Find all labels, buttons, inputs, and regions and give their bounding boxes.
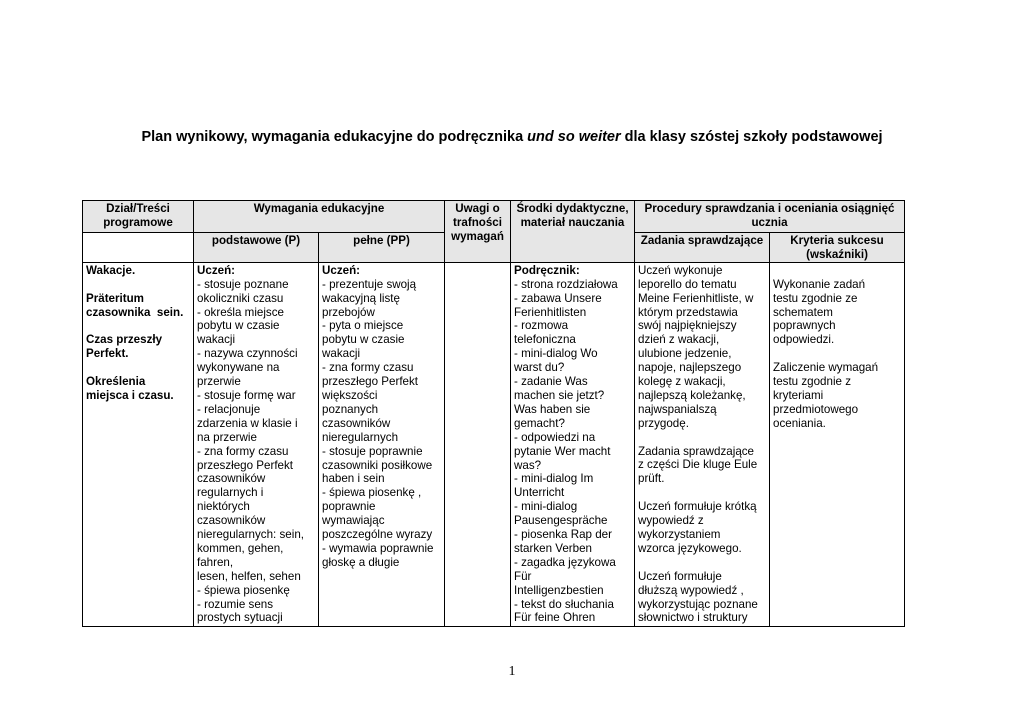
- col3-line: wymawiając: [322, 514, 385, 528]
- col3-line: poszczególne wyrazy: [322, 528, 433, 542]
- col5-line: - rozmowa: [514, 319, 569, 333]
- col5-line: Für: [514, 569, 532, 583]
- col1-line: Czas przeszły: [86, 333, 163, 347]
- col5-line: Unterricht: [514, 486, 565, 500]
- col6-line: swój najpiękniejszy: [638, 319, 737, 333]
- cell-pelne: [319, 262, 445, 626]
- col6-line: dzień z wakacji,: [638, 333, 720, 347]
- header-zadania: Zadania sprawdzające: [635, 233, 770, 263]
- col5-line: - tekst do słuchania: [514, 597, 614, 611]
- col6-line: leporello do tematu: [638, 277, 737, 291]
- col2-line: czasowników: [197, 472, 266, 486]
- col3-line: haben i sein: [322, 472, 385, 486]
- col2-line: prostych sytuacji: [197, 611, 283, 625]
- col5-line: Was haben sie: [514, 402, 591, 416]
- col2-line: - nazywa czynności: [197, 347, 298, 361]
- col7-line: testu zgodnie z: [773, 375, 851, 389]
- col6-line: wzorca językowego.: [638, 541, 742, 555]
- col3-line: - stosuje poprawnie: [322, 444, 423, 458]
- col6-line: słownictwo i struktury: [638, 611, 748, 625]
- col6-line: Uczeń wykonuje: [638, 263, 723, 277]
- col5-line: - zabawa Unsere: [514, 291, 602, 305]
- col2-line: fahren,: [197, 555, 234, 569]
- col5-line: Für feine Ohren: [514, 611, 596, 625]
- col3-line: - pyta o miejsce: [322, 319, 404, 333]
- col3-line: wakacji: [322, 347, 361, 361]
- col5-line: - mini-dialog: [514, 500, 578, 514]
- col6-line: [638, 486, 766, 500]
- col2-line: przerwie: [197, 375, 241, 389]
- col2-line: niektórych: [197, 500, 250, 514]
- cell-uwagi: [445, 262, 511, 626]
- col1-line: Perfekt.: [86, 347, 129, 361]
- col3-line: nieregularnych: [322, 430, 399, 444]
- col3-line: - zna formy czasu: [322, 361, 414, 375]
- col2-line: - stosuje poznane: [197, 277, 289, 291]
- cell-dzial: [83, 262, 194, 626]
- col3-line: przebojów: [322, 305, 375, 319]
- col3-line: - prezentuje swoją: [322, 277, 417, 291]
- cell-srodki: [511, 262, 635, 626]
- col6-line: z części Die kluge Eule: [638, 458, 758, 472]
- col5-line: pytanie Wer macht: [514, 444, 611, 458]
- col7-line: Wykonanie zadań: [773, 277, 866, 291]
- col2-line: zdarzenia w klasie i: [197, 416, 298, 430]
- col5-line: Intelligenzbestien: [514, 583, 604, 597]
- col2-line: nieregularnych: sein,: [197, 528, 304, 542]
- header-kryteria: Kryteria sukcesu (wskaźniki): [770, 233, 905, 263]
- col2-line: - określa miejsce: [197, 305, 284, 319]
- col5-line: warst du?: [514, 361, 565, 375]
- col5-line: - zadanie Was: [514, 375, 588, 389]
- col3-line: poprawnie: [322, 500, 376, 514]
- document-title: [0, 129, 1024, 145]
- col5-line: telefoniczna: [514, 333, 576, 347]
- page-number: 1: [508, 664, 516, 679]
- col6-line: przygodę.: [638, 416, 689, 430]
- col6-line: napoje, najlepszego: [638, 361, 742, 375]
- col5-line: Ferienhitlisten: [514, 305, 587, 319]
- col6-line: najlepszą koleżankę,: [638, 388, 746, 402]
- col5-line: gemacht?: [514, 416, 565, 430]
- col2-line: - śpiewa piosenkę: [197, 583, 290, 597]
- col7-line: schematem: [773, 305, 833, 319]
- col5-line: Podręcznik:: [514, 263, 580, 277]
- col6-line: Uczeń formułuje: [638, 569, 722, 583]
- requirements-table: [82, 200, 905, 627]
- col5-line: - mini-dialog Wo: [514, 347, 598, 361]
- col6-line: [638, 556, 766, 570]
- col6-line: najwspanialszą: [638, 402, 717, 416]
- col3-line: - wymawia poprawnie: [322, 541, 434, 555]
- col5-line: - strona rozdziałowa: [514, 277, 618, 291]
- col2-line: Uczeń:: [197, 263, 236, 277]
- col6-line: Zadania sprawdzające: [638, 444, 755, 458]
- col6-line: wypowiedź z: [638, 514, 704, 528]
- col1-line: Präteritum: [86, 291, 144, 305]
- col6-line: [638, 431, 766, 445]
- col1-line: [86, 278, 190, 292]
- title-book-name: und so weiter: [527, 129, 621, 145]
- col3-line: głoskę a długie: [322, 555, 400, 569]
- col2-line: lesen, helfen, sehen: [197, 569, 301, 583]
- col7-line: testu zgodnie ze: [773, 291, 858, 305]
- col2-line: - rozumie sens: [197, 597, 274, 611]
- col2-line: wakacji: [197, 333, 236, 347]
- col7-line: [773, 264, 901, 278]
- col7-line: oceniania.: [773, 416, 826, 430]
- col3-line: przeszłego Perfekt: [322, 375, 419, 389]
- col6-line: Uczeń formułuje krótką: [638, 500, 757, 514]
- col1-line: Określenia: [86, 375, 146, 389]
- col3-line: - śpiewa piosenkę ,: [322, 486, 422, 500]
- col2-line: na przerwie: [197, 430, 257, 444]
- col7-line: [773, 347, 901, 361]
- col3-line: pobytu w czasie: [322, 333, 405, 347]
- col2-line: regularnych i: [197, 486, 264, 500]
- col3-line: czasowniki posiłkowe: [322, 458, 433, 472]
- col1-line: [86, 319, 190, 333]
- col6-line: którym przedstawia: [638, 305, 738, 319]
- col5-line: - piosenka Rap der: [514, 528, 612, 542]
- col5-line: starken Verben: [514, 541, 592, 555]
- col1-line: Wakacje.: [86, 263, 136, 277]
- header-pelne: pełne (PP): [319, 233, 445, 263]
- col5-line: machen sie jetzt?: [514, 388, 605, 402]
- col3-line: większości: [322, 388, 378, 402]
- col5-line: Pausengespräche: [514, 514, 608, 528]
- col5-line: - zagadka językowa: [514, 555, 616, 569]
- col7-line: przedmiotowego: [773, 402, 859, 416]
- col3-line: czasowników: [322, 416, 391, 430]
- cell-zadania: [635, 262, 770, 626]
- col6-line: ulubione jedzenie,: [638, 347, 732, 361]
- title-text: Plan wynikowy, wymagania edukacyjne do podręcznika: [141, 129, 528, 145]
- col5-line: - odpowiedzi na: [514, 430, 596, 444]
- header-wymagania: Wymagania edukacyjne: [194, 201, 445, 233]
- title-text-end: dla klasy szóstej szkoły podstawowej: [620, 129, 883, 145]
- header-podstawowe: podstawowe (P): [194, 233, 319, 263]
- col1-line: miejsca i czasu.: [86, 388, 174, 402]
- col2-line: przeszłego Perfekt: [197, 458, 294, 472]
- col3-line: wakacyjną listę: [322, 291, 400, 305]
- col6-line: wykorzystaniem: [638, 528, 721, 541]
- col2-line: pobytu w czasie: [197, 319, 280, 333]
- col7-line: poprawnych: [773, 319, 836, 333]
- col6-line: wykorzystując poznane: [638, 597, 758, 611]
- header-uwagi: Uwagi o trafności wymagań: [445, 201, 511, 263]
- col5-line: was?: [514, 458, 542, 472]
- col7-line: kryteriami: [773, 388, 824, 402]
- col1-line: czasownika sein.: [86, 305, 184, 319]
- header-srodki: Środki dydaktyczne, materiał nauczania: [511, 201, 635, 263]
- col2-line: okoliczniki czasu: [197, 291, 284, 305]
- col3-line: Uczeń:: [322, 263, 361, 277]
- col2-line: kommen, gehen,: [197, 541, 284, 555]
- col6-line: prüft.: [638, 472, 665, 486]
- header-dzial-cont: [83, 233, 194, 263]
- col6-line: Meine Ferienhitliste, w: [638, 291, 754, 305]
- col2-line: - stosuje formę war: [197, 388, 296, 402]
- col1-line: [86, 361, 190, 375]
- col3-line: poznanych: [322, 402, 379, 416]
- col2-line: wykonywane na: [197, 361, 280, 375]
- col2-line: - relacjonuje: [197, 402, 261, 416]
- col7-line: Zaliczenie wymagań: [773, 361, 879, 375]
- col2-line: - zna formy czasu: [197, 444, 289, 458]
- cell-podstawowe: [194, 262, 319, 626]
- header-procedury: Procedury sprawdzania i oceniania osiągnięć ucznia: [635, 201, 905, 233]
- col2-line: czasowników: [197, 514, 266, 528]
- col7-line: odpowiedzi.: [773, 333, 835, 347]
- col6-line: kolegę z wakacji,: [638, 375, 726, 389]
- col6-line: dłuższą wypowiedź ,: [638, 583, 744, 597]
- cell-kryteria: [770, 262, 905, 626]
- col5-line: - mini-dialog Im: [514, 472, 594, 486]
- header-dzial: Dział/Treści programowe: [83, 201, 194, 233]
